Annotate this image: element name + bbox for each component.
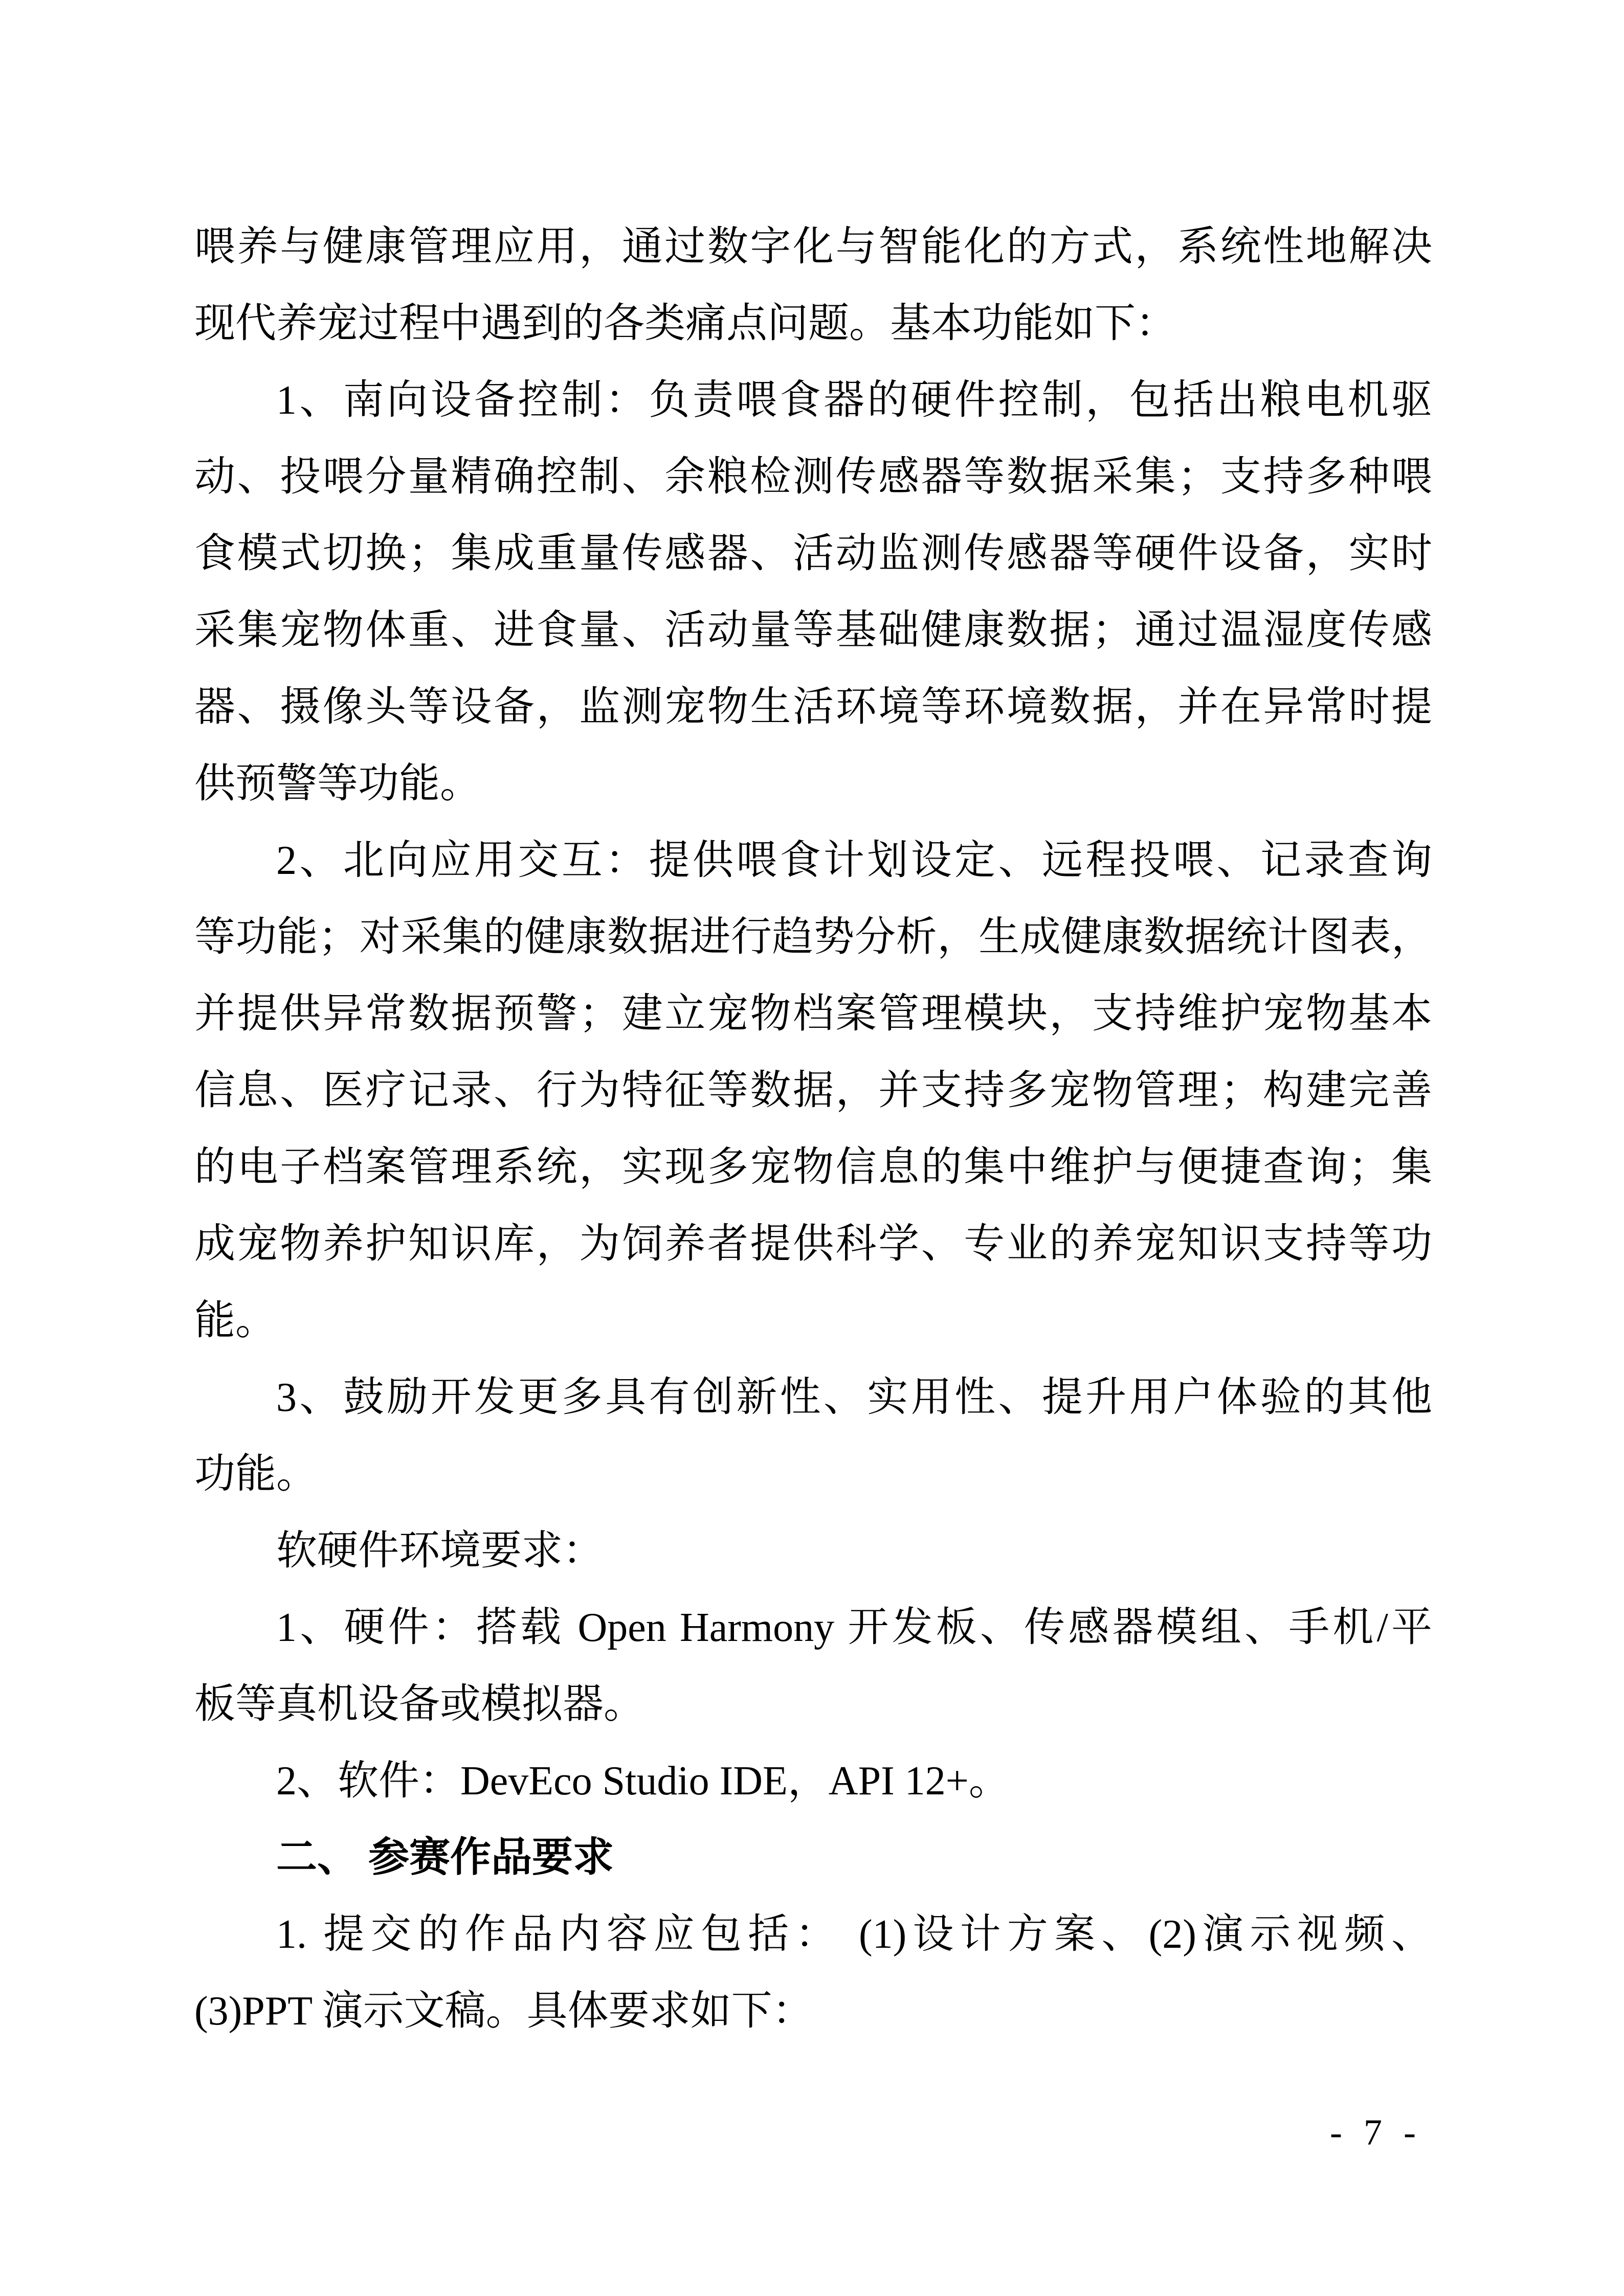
text-line: 等功能；对采集的健康数据进行趋势分析，生成健康数据统计图表， bbox=[194, 915, 1432, 960]
text-line: 软硬件环境要求： bbox=[276, 1528, 604, 1573]
text-line: 1、南向设备控制：负责喂食器的硬件控制，包括出粮电机驱 bbox=[276, 378, 1432, 423]
text-line: (3)PPT 演示文稿。具体要求如下： bbox=[194, 1989, 813, 2034]
text-line: 食模式切换；集成重量传感器、活动监测传感器等硬件设备，实时 bbox=[194, 531, 1432, 576]
text-line: 2、北向应用交互：提供喂食计划设定、远程投喂、记录查询 bbox=[276, 838, 1432, 883]
text-line: 并提供异常数据预警；建立宠物档案管理模块，支持维护宠物基本 bbox=[194, 992, 1432, 1037]
body-text bbox=[194, 209, 1432, 2050]
text-line: 成宠物养护知识库，为饲养者提供科学、专业的养宠知识支持等功 bbox=[194, 1222, 1432, 1267]
text-line: 1. 提交的作品内容应包括： (1)设计方案、(2)演示视频、 bbox=[276, 1912, 1432, 1957]
text-line: 3、鼓励开发更多具有创新性、实用性、提升用户体验的其他 bbox=[276, 1375, 1432, 1420]
text-line: 信息、医疗记录、行为特征等数据，并支持多宠物管理；构建完善 bbox=[194, 1068, 1432, 1113]
text-line: 1、硬件：搭载 Open Harmony 开发板、传感器模组、手机/平 bbox=[276, 1605, 1432, 1650]
text-line: 板等真机设备或模拟器。 bbox=[194, 1682, 644, 1727]
text-line: 能。 bbox=[194, 1298, 276, 1343]
text-line: 供预警等功能。 bbox=[194, 761, 481, 806]
text-line: 现代养宠过程中遇到的各类痛点问题。基本功能如下： bbox=[194, 301, 1176, 346]
text-line: 喂养与健康管理应用，通过数字化与智能化的方式，系统性地解决 bbox=[194, 224, 1432, 269]
text-line: 2、软件：DevEco Studio IDE，API 12+。 bbox=[276, 1759, 1010, 1804]
text-line: 二、 参赛作品要求 bbox=[276, 1835, 614, 1880]
text-line: 的电子档案管理系统，实现多宠物信息的集中维护与便捷查询；集 bbox=[194, 1145, 1432, 1190]
text-line: 动、投喂分量精确控制、余粮检测传感器等数据采集；支持多种喂 bbox=[194, 455, 1432, 500]
text-line: 采集宠物体重、进食量、活动量等基础健康数据；通过温湿度传感 bbox=[194, 608, 1432, 653]
text-line: 器、摄像头等设备，监测宠物生活环境等环境数据，并在异常时提 bbox=[194, 685, 1432, 730]
page-number: - 7 - bbox=[1330, 2112, 1422, 2153]
text-line: 功能。 bbox=[194, 1452, 317, 1497]
